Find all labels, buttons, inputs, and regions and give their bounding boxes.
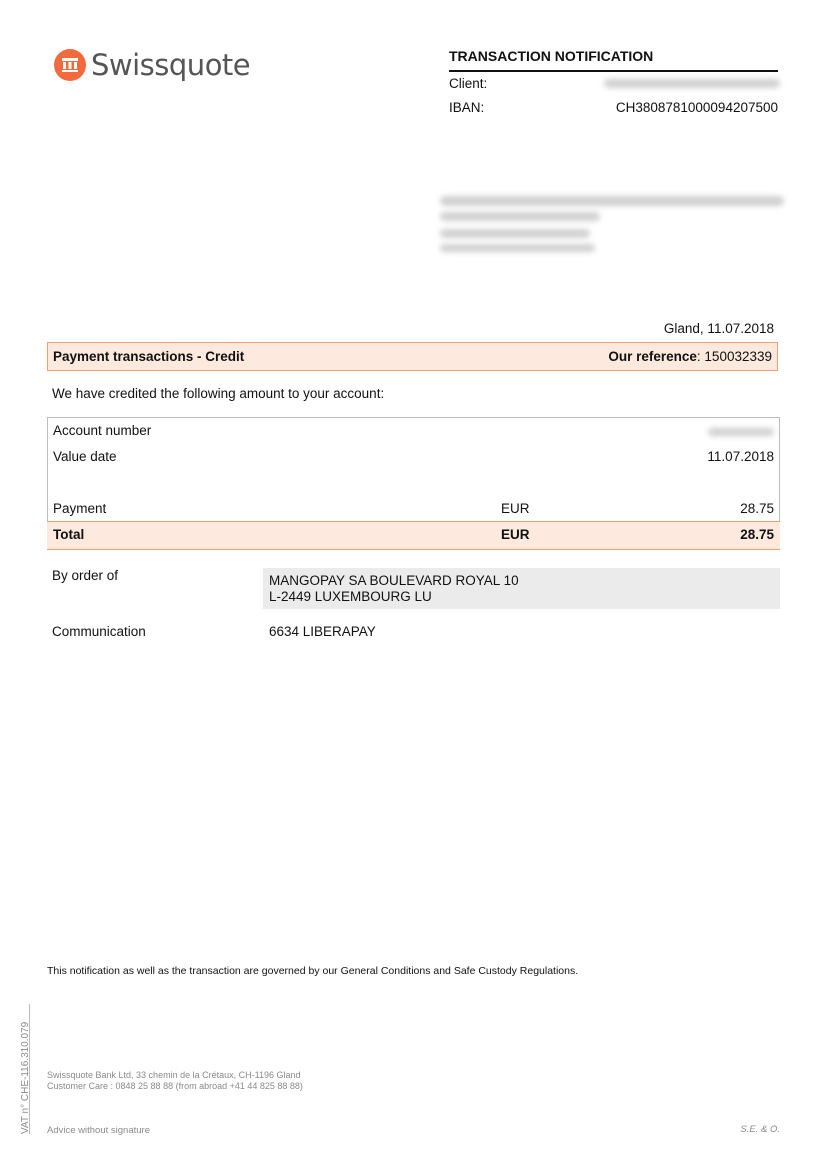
value-date: 11.07.2018 bbox=[707, 449, 774, 464]
total-amount: 28.75 bbox=[740, 527, 774, 542]
place-date: Gland, 11.07.2018 bbox=[663, 321, 774, 336]
transaction-type-band bbox=[47, 342, 778, 371]
bank-building-icon bbox=[54, 49, 86, 81]
signature-note: Advice without signature bbox=[47, 1125, 150, 1136]
address-redacted-line-2 bbox=[440, 212, 600, 221]
total-row bbox=[47, 521, 780, 550]
bank-address: Swissquote Bank Ltd, 33 chemin de la Crétaux, CH-1196 Gland bbox=[47, 1070, 301, 1080]
errors-omissions: S.E. & O. bbox=[740, 1124, 780, 1135]
payment-label: Payment bbox=[53, 501, 107, 516]
table-row bbox=[53, 501, 774, 521]
brand-name: Swissquote bbox=[91, 48, 251, 82]
order-line-2: L-2449 LUXEMBOURG LU bbox=[269, 589, 432, 604]
order-box bbox=[263, 568, 780, 609]
payment-amount: 28.75 bbox=[740, 501, 774, 516]
reference-label: Our reference bbox=[608, 349, 697, 364]
amount-table bbox=[47, 417, 780, 549]
reference: Our reference: 150032339 bbox=[608, 349, 772, 364]
legal-notice: This notification as well as the transaction are governed by our General Conditions and Safe Custody Regulations. bbox=[47, 965, 579, 977]
order-label: By order of bbox=[52, 568, 119, 583]
order-line-1: MANGOPAY SA BOULEVARD ROYAL 10 bbox=[269, 573, 519, 588]
table-row bbox=[53, 423, 774, 443]
address-redacted-line-1 bbox=[440, 196, 784, 206]
customer-care: Customer Care : 0848 25 88 88 (from abroad +41 44 825 88 88) bbox=[47, 1081, 303, 1091]
header-divider bbox=[449, 70, 778, 72]
account-number-redacted bbox=[708, 428, 774, 436]
transaction-type: Payment transactions - Credit bbox=[53, 349, 245, 364]
swissquote-logo bbox=[54, 48, 250, 82]
client-label: Client: bbox=[449, 76, 488, 91]
reference-value: 150032339 bbox=[704, 349, 772, 364]
iban-value: CH3808781000094207500 bbox=[615, 100, 778, 115]
value-date-label: Value date bbox=[53, 449, 117, 464]
document-title: TRANSACTION NOTIFICATION bbox=[449, 48, 654, 64]
address-redacted-line-3 bbox=[440, 229, 590, 238]
total-label: Total bbox=[53, 527, 85, 542]
address-redacted-line-4 bbox=[440, 244, 595, 252]
account-number-label: Account number bbox=[53, 423, 152, 438]
communication-value: 6634 LIBERAPAY bbox=[269, 624, 376, 639]
total-currency: EUR bbox=[501, 527, 530, 542]
iban-label: IBAN: bbox=[449, 100, 485, 115]
payment-currency: EUR bbox=[501, 501, 530, 516]
vat-number: VAT n° CHE-116.310.079 bbox=[20, 1021, 31, 1134]
table-row bbox=[53, 449, 774, 469]
intro-text: We have credited the following amount to your account: bbox=[52, 386, 385, 401]
communication-label: Communication bbox=[52, 624, 146, 639]
client-name-redacted bbox=[604, 79, 780, 88]
